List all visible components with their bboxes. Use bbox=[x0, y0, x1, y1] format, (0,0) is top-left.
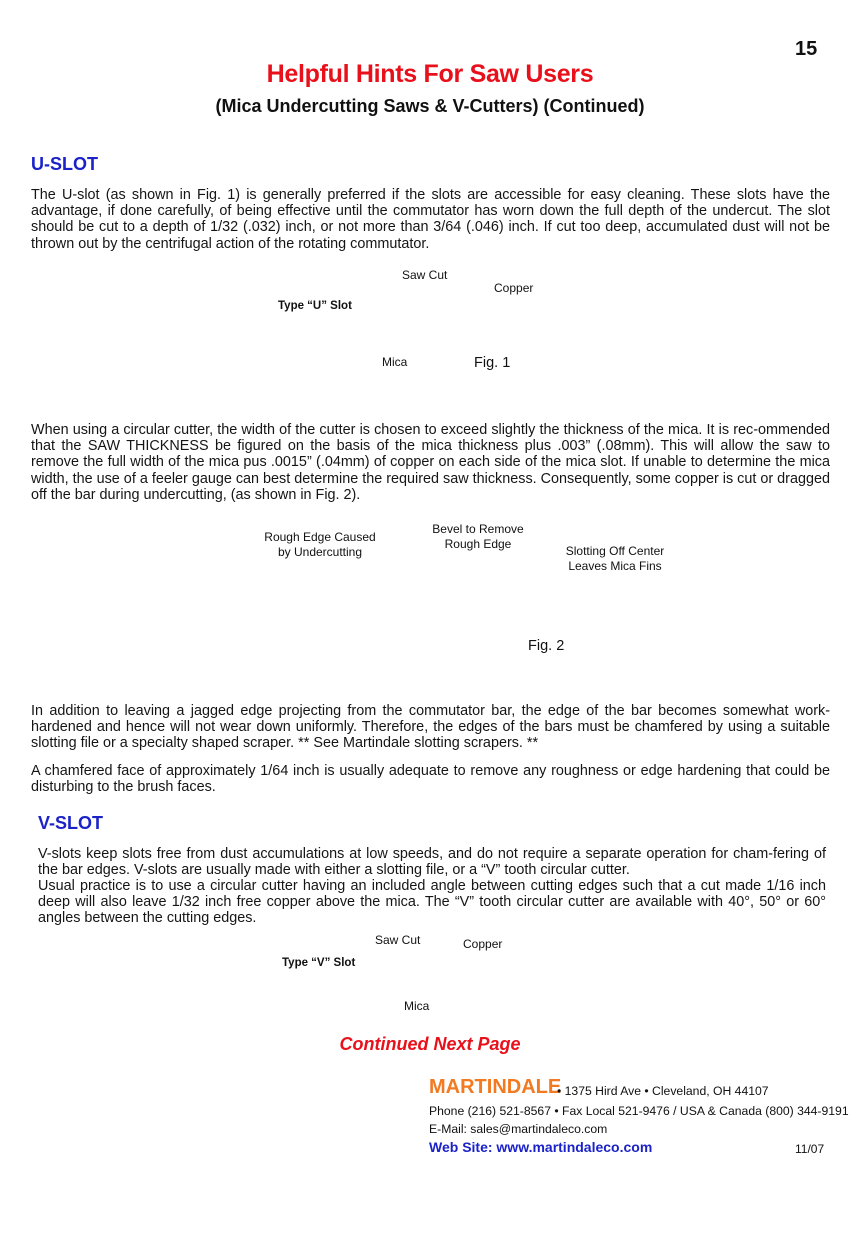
footer-phone: Phone (216) 521-8567 • Fax Local 521-9476 / USA & Canada (800) 344-9191 bbox=[429, 1104, 849, 1118]
u-slot-paragraph: The U-slot (as shown in Fig. 1) is generally preferred if the slots are accessible for easy cleaning. These slots have the advantage, if done carefully, of being effective until the commutator has worn down the full depth of the undercut. The slot should be cut to a depth of 1/32 (.032) inch, or not more than 3/64 (.046) inch. If cut too deep, accumulated dust will not be thrown out by the centrifugal action of the rotating commutator. bbox=[31, 187, 830, 252]
fig2-bevel-label bbox=[420, 522, 536, 552]
fig3-saw-cut-label: Saw Cut bbox=[375, 933, 421, 947]
page-title: Helpful Hints For Saw Users bbox=[266, 60, 594, 88]
footer-email[interactable]: E-Mail: sales@martindaleco.com bbox=[429, 1122, 608, 1136]
v-slot-paragraph-1: V-slots keep slots free from dust accumulations at low speeds, and do not require a separate operation for cham-fering of the bar edges. V-slots are usually made with either a slotting file, or a “V” tooth circular cutter. bbox=[38, 846, 826, 879]
fig1-copper-label: Copper bbox=[494, 281, 534, 295]
fig2-caption: Fig. 2 bbox=[528, 638, 565, 654]
fig3-type-label: Type “V” Slot bbox=[282, 957, 356, 969]
footer-address: • 1375 Hird Ave • Cleveland, OH 44107 bbox=[557, 1084, 769, 1098]
chamfer-paragraph-1: In addition to leaving a jagged edge projecting from the commutator bar, the edge of the bar becomes somewhat work-hardened and hence will not wear down uniformly. Therefore, the edges of the bars must be chamfered by using a suitable slotting file or a specialty shaped scraper. ** See Martindale slotting scrapers. ** bbox=[31, 703, 830, 752]
footer-date: 11/07 bbox=[795, 1142, 825, 1156]
fig2-bevel-line2: Rough Edge bbox=[444, 537, 512, 551]
fig1-saw-cut-label: Saw Cut bbox=[402, 268, 448, 282]
footer-website-link[interactable]: Web Site: www.martindaleco.com bbox=[429, 1139, 653, 1155]
brand-logo: MARTINDALE bbox=[429, 1076, 562, 1098]
chamfer-paragraph-2: A chamfered face of approximately 1/64 inch is usually adequate to remove any roughness or edge hardening that could be disturbing to the brush faces. bbox=[31, 763, 830, 796]
fig2-rough-edge-line1: Rough Edge Caused bbox=[264, 530, 376, 544]
fig1-mica-label: Mica bbox=[382, 355, 408, 369]
fig2-off-center-line2: Leaves Mica Fins bbox=[568, 559, 662, 573]
circular-cutter-paragraph: When using a circular cutter, the width of the cutter is chosen to exceed slightly the thickness of the mica. It is rec-ommended that the SAW THICKNESS be figured on the basis of the mica thickness plus .003” (.08mm). This will allow the saw to remove the full width of the mica pus .0015” (.04mm) of copper on each side of the mica slot. If unable to determine the mica width, the use of a feeler gauge can best determine the required saw thickness. Consequently, some copper is cut or dragged off the bar during undercutting, (as shown in Fig. 2). bbox=[31, 422, 830, 503]
page-subtitle: (Mica Undercutting Saws & V-Cutters) (Continued) bbox=[215, 96, 645, 116]
v-slot-paragraph-2: Usual practice is to use a circular cutter having an included angle between cutting edges such that a cut made 1/16 inch deep will also leave 1/32 inch free copper above the mica. The “V” tooth circular cutter are available with 40°, 50° or 60° angles between the cutting edges. bbox=[38, 878, 826, 927]
v-slot-heading: V-SLOT bbox=[38, 813, 104, 833]
fig2-rough-edge-label bbox=[252, 530, 388, 560]
fig1-type-label: Type “U” Slot bbox=[278, 300, 352, 312]
fig1-caption: Fig. 1 bbox=[474, 355, 511, 371]
continued-next-page: Continued Next Page bbox=[339, 1034, 521, 1054]
u-slot-heading: U-SLOT bbox=[31, 154, 98, 174]
fig2-off-center-line1: Slotting Off Center bbox=[565, 544, 665, 558]
fig3-copper-label: Copper bbox=[463, 937, 503, 951]
fig2-off-center-label bbox=[553, 544, 677, 574]
fig2-rough-edge-line2: by Undercutting bbox=[277, 545, 363, 559]
page-number: 15 bbox=[795, 38, 818, 60]
fig2-bevel-line1: Bevel to Remove bbox=[432, 522, 524, 536]
fig3-mica-label: Mica bbox=[404, 999, 430, 1013]
